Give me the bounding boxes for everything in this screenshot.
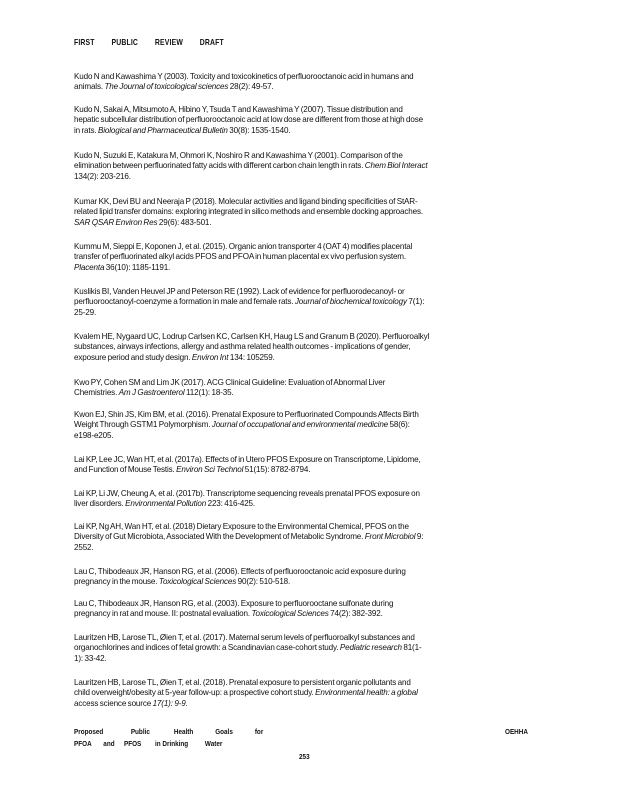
reference-line: organochlorines and indices of fetal growth: a Scandinavian case-cohort study. Pediatric research 81(1- bbox=[74, 643, 422, 653]
reference-line: Lai KP, Li JW, Cheung A, et al. (2017b). Transcriptome sequencing reveals prenatal PFOS exposure on bbox=[74, 489, 420, 498]
reference-line: pregnancy in rat and mouse. II: postnatal evaluation. Toxicological Sciences 74(2): 382-392. bbox=[74, 609, 383, 619]
reference-line: transfer of perfluorinated alkyl acids PFOS and PFOA in human placental ex vivo perfusion system. bbox=[74, 252, 406, 262]
reference-entry bbox=[74, 599, 546, 620]
header-word: DRAFT bbox=[199, 37, 224, 47]
reference-line: SAR QSAR Environ Res 29(6): 483-501. bbox=[74, 217, 212, 227]
reference-line: 2552. bbox=[74, 542, 94, 552]
footer-title-row2 bbox=[74, 739, 222, 748]
footer-agency: OEHHA bbox=[505, 727, 528, 736]
reference-entry bbox=[74, 151, 546, 182]
reference-entry bbox=[74, 455, 546, 476]
reference-line: 134(2): 203-216. bbox=[74, 171, 131, 181]
header-word: FIRST bbox=[74, 37, 95, 47]
reference-line: liver disorders. Environmental Pollution 223: 416-425. bbox=[74, 499, 256, 509]
reference-entry bbox=[74, 197, 546, 228]
page-number: 253 bbox=[299, 752, 310, 761]
reference-entry bbox=[74, 522, 546, 553]
reference-line: Lai KP, Ng AH, Wan HT, et al. (2018) Dietary Exposure to the Environmental Chemical, PFOS on the bbox=[74, 522, 409, 531]
reference-entry bbox=[74, 105, 546, 136]
reference-line: Lauritzen HB, Larose TL, Øien T, et al. (2017). Maternal serum levels of perfluoroalkyl substances and bbox=[74, 633, 415, 642]
reference-entry bbox=[74, 489, 546, 510]
reference-line: and Function of Mouse Testis. Environ Sci Technol 51(15): 8782-8794. bbox=[74, 465, 311, 475]
reference-line: Kvalem HE, Nygaard UC, Lodrup Carlsen KC, Carlsen KH, Haug LS and Granum B (2020). Perfluoroalkyl bbox=[74, 332, 430, 341]
reference-entry bbox=[74, 72, 546, 93]
reference-entry bbox=[74, 378, 546, 399]
reference-line: exposure period and study design. Environ Int 134: 105259. bbox=[74, 352, 275, 362]
footer-word: PFOS bbox=[123, 739, 142, 748]
reference-line: Kwon EJ, Shin JS, Kim BM, et al. (2016). Prenatal Exposure to Perfluorinated Compounds Affects Birth bbox=[74, 410, 419, 419]
reference-line: Kwo PY, Cohen SM and Lim JK (2017). ACG Clinical Guideline: Evaluation of Abnormal Liver bbox=[74, 378, 386, 387]
footer-word: for bbox=[254, 727, 264, 736]
reference-entry bbox=[74, 242, 546, 273]
reference-line: Lauritzen HB, Larose TL, Øien T, et al. (2018). Prenatal exposure to persistent organic pollutants and bbox=[74, 678, 411, 687]
reference-line: Kuslikis BI, Vanden Heuvel JP and Peterson RE (1992). Lack of evidence for perfluorodecanoyl- or bbox=[74, 287, 405, 296]
reference-line: child overweight/obesity at 5-year follow-up: a prospective cohort study. Environmental health: a global bbox=[74, 688, 418, 698]
reference-line: related lipid transfer domains: exploring integrated in silico methods and ensemble docking approaches. bbox=[74, 207, 423, 217]
reference-line: Diversity of Gut Microbiota, Associated With the Development of Metabolic Syndrome. Front Microbiol 9: bbox=[74, 532, 424, 542]
reference-line: Lau C, Thibodeaux JR, Hanson RG, et al. (2003). Exposure to perfluorooctane sulfonate during bbox=[74, 599, 394, 608]
reference-line: Kudo N, Suzuki E, Katakura M, Ohmori K, Noshiro R and Kawashima Y (2001). Comparison of the bbox=[74, 151, 403, 160]
reference-entry bbox=[74, 567, 546, 588]
reference-entry bbox=[74, 633, 546, 664]
footer-word: Health bbox=[173, 727, 194, 736]
reference-line: Lai KP, Lee JC, Wan HT, et al. (2017a). Effects of in Utero PFOS Exposure on Transcriptome, Lipidome, bbox=[74, 455, 421, 464]
header-word: REVIEW bbox=[154, 37, 183, 47]
header-word: PUBLIC bbox=[111, 37, 139, 47]
reference-line: hepatic subcellular distribution of perfluorooctanoic acid at low dose are different from those at high dose bbox=[74, 115, 423, 125]
reference-line: pregnancy in the mouse. Toxicological Sciences 90(2): 510-518. bbox=[74, 577, 291, 587]
reference-line: Chemistries. Am J Gastroenterol 112(1): 18-35. bbox=[74, 388, 234, 398]
draft-header bbox=[74, 37, 239, 47]
footer-word: Water bbox=[204, 739, 223, 748]
reference-entry bbox=[74, 678, 546, 709]
reference-line: 1): 33-42. bbox=[74, 653, 107, 663]
reference-line: Kudo N, Sakai A, Mitsumoto A, Hibino Y, Tsuda T and Kawashima Y (2007). Tissue distribution and bbox=[74, 105, 403, 114]
reference-line: perfluorooctanoyl-coenzyme a formation in male and female rats. Journal of biochemical toxicology 7(1): bbox=[74, 297, 425, 307]
footer-word: and bbox=[103, 739, 115, 748]
reference-line: e198-e205. bbox=[74, 430, 114, 440]
footer-title-row1 bbox=[74, 727, 263, 736]
reference-line: elimination between perfluorinated fatty acids with different carbon chain length in rats. Chem Biol Interact bbox=[74, 161, 428, 171]
reference-line: Weight Through GSTM1 Polymorphism. Journal of occupational and environmental medicine 58(6): bbox=[74, 420, 410, 430]
footer-word: Proposed bbox=[74, 727, 104, 736]
reference-line: animals. The Journal of toxicological sciences 28(2): 49-57. bbox=[74, 82, 274, 92]
footer-word: Public bbox=[130, 727, 150, 736]
reference-line: Kummu M, Sieppi E, Koponen J, et al. (2015). Organic anion transporter 4 (OAT 4) modifies placental bbox=[74, 242, 413, 251]
reference-line: Kudo N and Kawashima Y (2003). Toxicity and toxicokinetics of perfluorooctanoic acid in humans and bbox=[74, 72, 414, 81]
reference-line: Kumar KK, Devi BU and Neeraja P (2018). Molecular activities and ligand binding specificities of StAR- bbox=[74, 197, 418, 206]
reference-line: in rats. Biological and Pharmaceutical Bulletin 30(8): 1535-1540. bbox=[74, 125, 291, 135]
reference-entry bbox=[74, 287, 546, 318]
reference-line: Lau C, Thibodeaux JR, Hanson RG, et al. (2006). Effects of perfluorooctanoic acid exposure during bbox=[74, 567, 406, 576]
reference-entry bbox=[74, 410, 546, 441]
footer-word: Goals bbox=[215, 727, 233, 736]
footer-word: in Drinking bbox=[155, 739, 189, 748]
reference-line: access science source 17(1): 9-9. bbox=[74, 698, 188, 708]
reference-line: substances, airways infections, allergy and asthma related health outcomes - implications of gender, bbox=[74, 342, 411, 352]
reference-line: 25-29. bbox=[74, 307, 97, 317]
footer-word: PFOA bbox=[74, 739, 92, 748]
reference-line: Placenta 36(10): 1185-1191. bbox=[74, 262, 171, 272]
reference-entry bbox=[74, 332, 546, 363]
